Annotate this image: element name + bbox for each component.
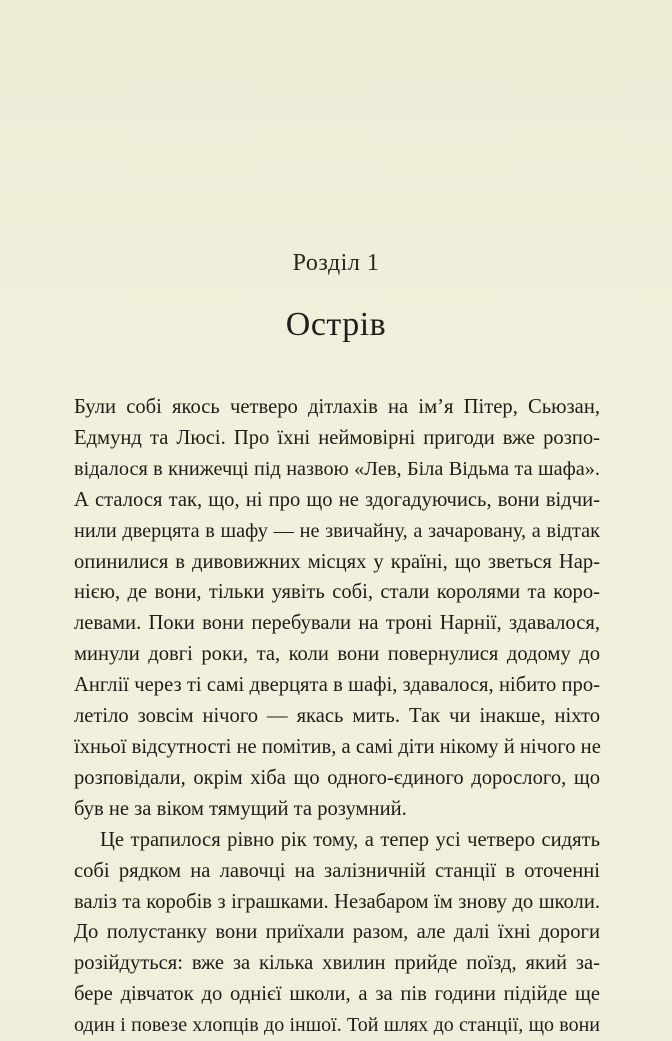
paragraph-2 <box>74 825 600 1041</box>
text-line: Були собі якось четверо дітлахів на ім’я Пітер, Сьюзан, <box>74 396 600 418</box>
text-line: валіз та коробів з іграшками. Незабаром їм знову до школи. <box>74 890 600 913</box>
chapter-title: Острів <box>285 306 387 343</box>
text-line: бере дівчаток до однієї школи, а за пів години підійде ще <box>74 983 600 1006</box>
text-line: минули довгі роки, та, коли вони повернулися додому до <box>74 643 600 666</box>
chapter-number: Розділ 1 <box>292 250 380 276</box>
text-line: нили дверцята в шафу — не звичайну, а зачаровану, а відтак <box>74 519 600 542</box>
text-line: один і повезе хлопців до іншої. Той шлях до станції, що вони <box>74 1014 600 1037</box>
text-line: А сталося так, що, ні про що не здогадуючись, вони відчи- <box>74 488 600 511</box>
text-line: опинилися в дивовижних місцях у країні, що зветься Нар- <box>74 550 600 573</box>
text-line: летіло зовсім нічого — якась мить. Так чи інакше, ніхто <box>74 705 600 728</box>
text-line: відалося в книжечці під назвою «Лев, Біла Відьма та шафа». <box>74 457 600 480</box>
text-line: Це трапилося рівно рік тому, а тепер усі четверо сидять <box>100 828 600 851</box>
text-line: був не за віком тямущий та розумний. <box>74 797 407 820</box>
text-line: До полустанку вони приїхали разом, але далі їхні дороги <box>74 921 600 944</box>
text-line: нією, де вони, тільки уявіть собі, стали королями та коро- <box>74 581 600 604</box>
text-line: собі рядком на лавочці на залізничній станції в оточенні <box>74 859 600 882</box>
body-text <box>74 392 600 1041</box>
text-line: розійдуться: вже за кілька хвилин прийде поїзд, який за- <box>74 952 600 975</box>
text-line: левами. Поки вони перебували на троні Нарнії, здавалося, <box>74 612 600 635</box>
text-line: Едмунд та Люсі. Про їхні неймовірні пригоди вже розпо- <box>74 426 600 449</box>
text-line: їхньої відсутності не помітив, а самі діти нікому й нічого не <box>74 735 601 758</box>
text-line: розповідали, окрім хіба що одного-єдиного дорослого, що <box>74 766 600 789</box>
text-line: Англії через ті самі дверцята в шафі, здавалося, нібито про- <box>74 674 600 697</box>
paragraph-1 <box>74 392 600 825</box>
